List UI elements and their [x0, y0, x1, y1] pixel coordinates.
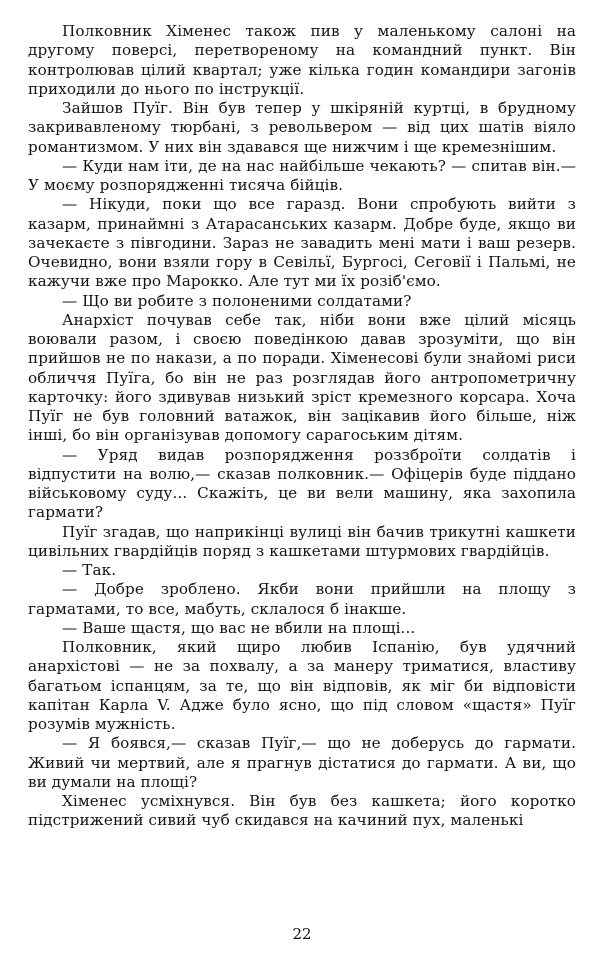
paragraph-8: Пуїг згадав, що наприкінці вулиці він бачив трикутні кашкети цивільних гвардійців поряд з кашкетами штурмових гвардійців.	[28, 522, 576, 560]
paragraph-5: — Що ви робите з полоненими солдатами?	[62, 291, 412, 310]
paragraph-13: — Я боявся,— сказав Пуїг,— що не доберусь до гармати. Живий чи мертвий, але я прагнув дістатися до гармати. А ви, що ви думали на площі?	[28, 734, 576, 791]
paragraph-1: Полковник Хіменес також пив у маленькому салоні на другому поверсі, перетвореному на командний пункт. Він контролював цілий квартал; уже кілька годин командири загонів приходили до нього по інструкції.	[28, 22, 576, 98]
book-page	[28, 22, 576, 952]
paragraph-12: Полковник, який щиро любив Іспанію, був удячний анархістові — не за похвалу, а за манеру триматися, властиву багатьом іспанцям, за те, що він відповів, як міг би відповісти капітан Карла V. Адже було ясно, що під словом «щастя» Пуїг розумів мужність.	[28, 638, 576, 733]
paragraph-9: — Так.	[62, 561, 117, 579]
paragraph-10: — Добре зроблено. Якби вони прийшли на площу з гарматами, то все, мабуть, склалося б інакше.	[28, 580, 576, 618]
page-body-text	[28, 22, 576, 831]
paragraph-14: Хіменес усміхнувся. Він був без кашкета; його коротко підстрижений сивий чуб скидався на качиний пух, маленькі	[28, 792, 576, 830]
paragraph-4: — Нікуди, поки що все гаразд. Вони спробують вийти з казарм, принаймні з Атарасанських казарм. Добре буде, якщо ви зачекаєте з півгодини. Зараз не завадить мені мати і ваш резерв. Очевидно, вони взяли гору в Севільї, Бургосі, Сеговії і Пальмі, не кажучи вже про Марокко. Але тут ми їх розіб'ємо.	[28, 195, 576, 291]
page-number: 22	[292, 925, 312, 943]
paragraph-11: — Ваше щастя, що вас не вбили на площі...	[62, 618, 416, 637]
paragraph-3: — Куди нам іти, де на нас найбільше чекають? — спитав він.— У моєму розпорядженні тисяча бійців.	[28, 156, 576, 194]
paragraph-2: Зайшов Пуїг. Він був тепер у шкіряній куртці, в брудному закривавленому тюрбані, з револьвером — від цих шатів віяло романтизмом. У них він здавався ще нижчим і ще кремезнішим.	[28, 99, 576, 156]
paragraph-7: — Уряд видав розпорядження роззброїти солдатів і відпустити на волю,— сказав полковник.— Офіцерів буде піддано військовому суду... Скажіть, це ви вели машину, яка захопила гармати?	[28, 445, 576, 522]
paragraph-6: Анархіст почував себе так, ніби вони вже цілий місяць воювали разом, і своєю поведінкою давав зрозуміти, що він прийшов не по накази, а по поради. Хіменесові були знайомі риси обличчя Пуїга, бо він не раз розглядав його антропометричну карточку: його здивував низький зріст кремезного корсара. Хоча Пуїг не був головний ватажок, він зацікавив його більше, ніж інші, бо він організував допомогу сарагоським дітям.	[28, 310, 576, 445]
